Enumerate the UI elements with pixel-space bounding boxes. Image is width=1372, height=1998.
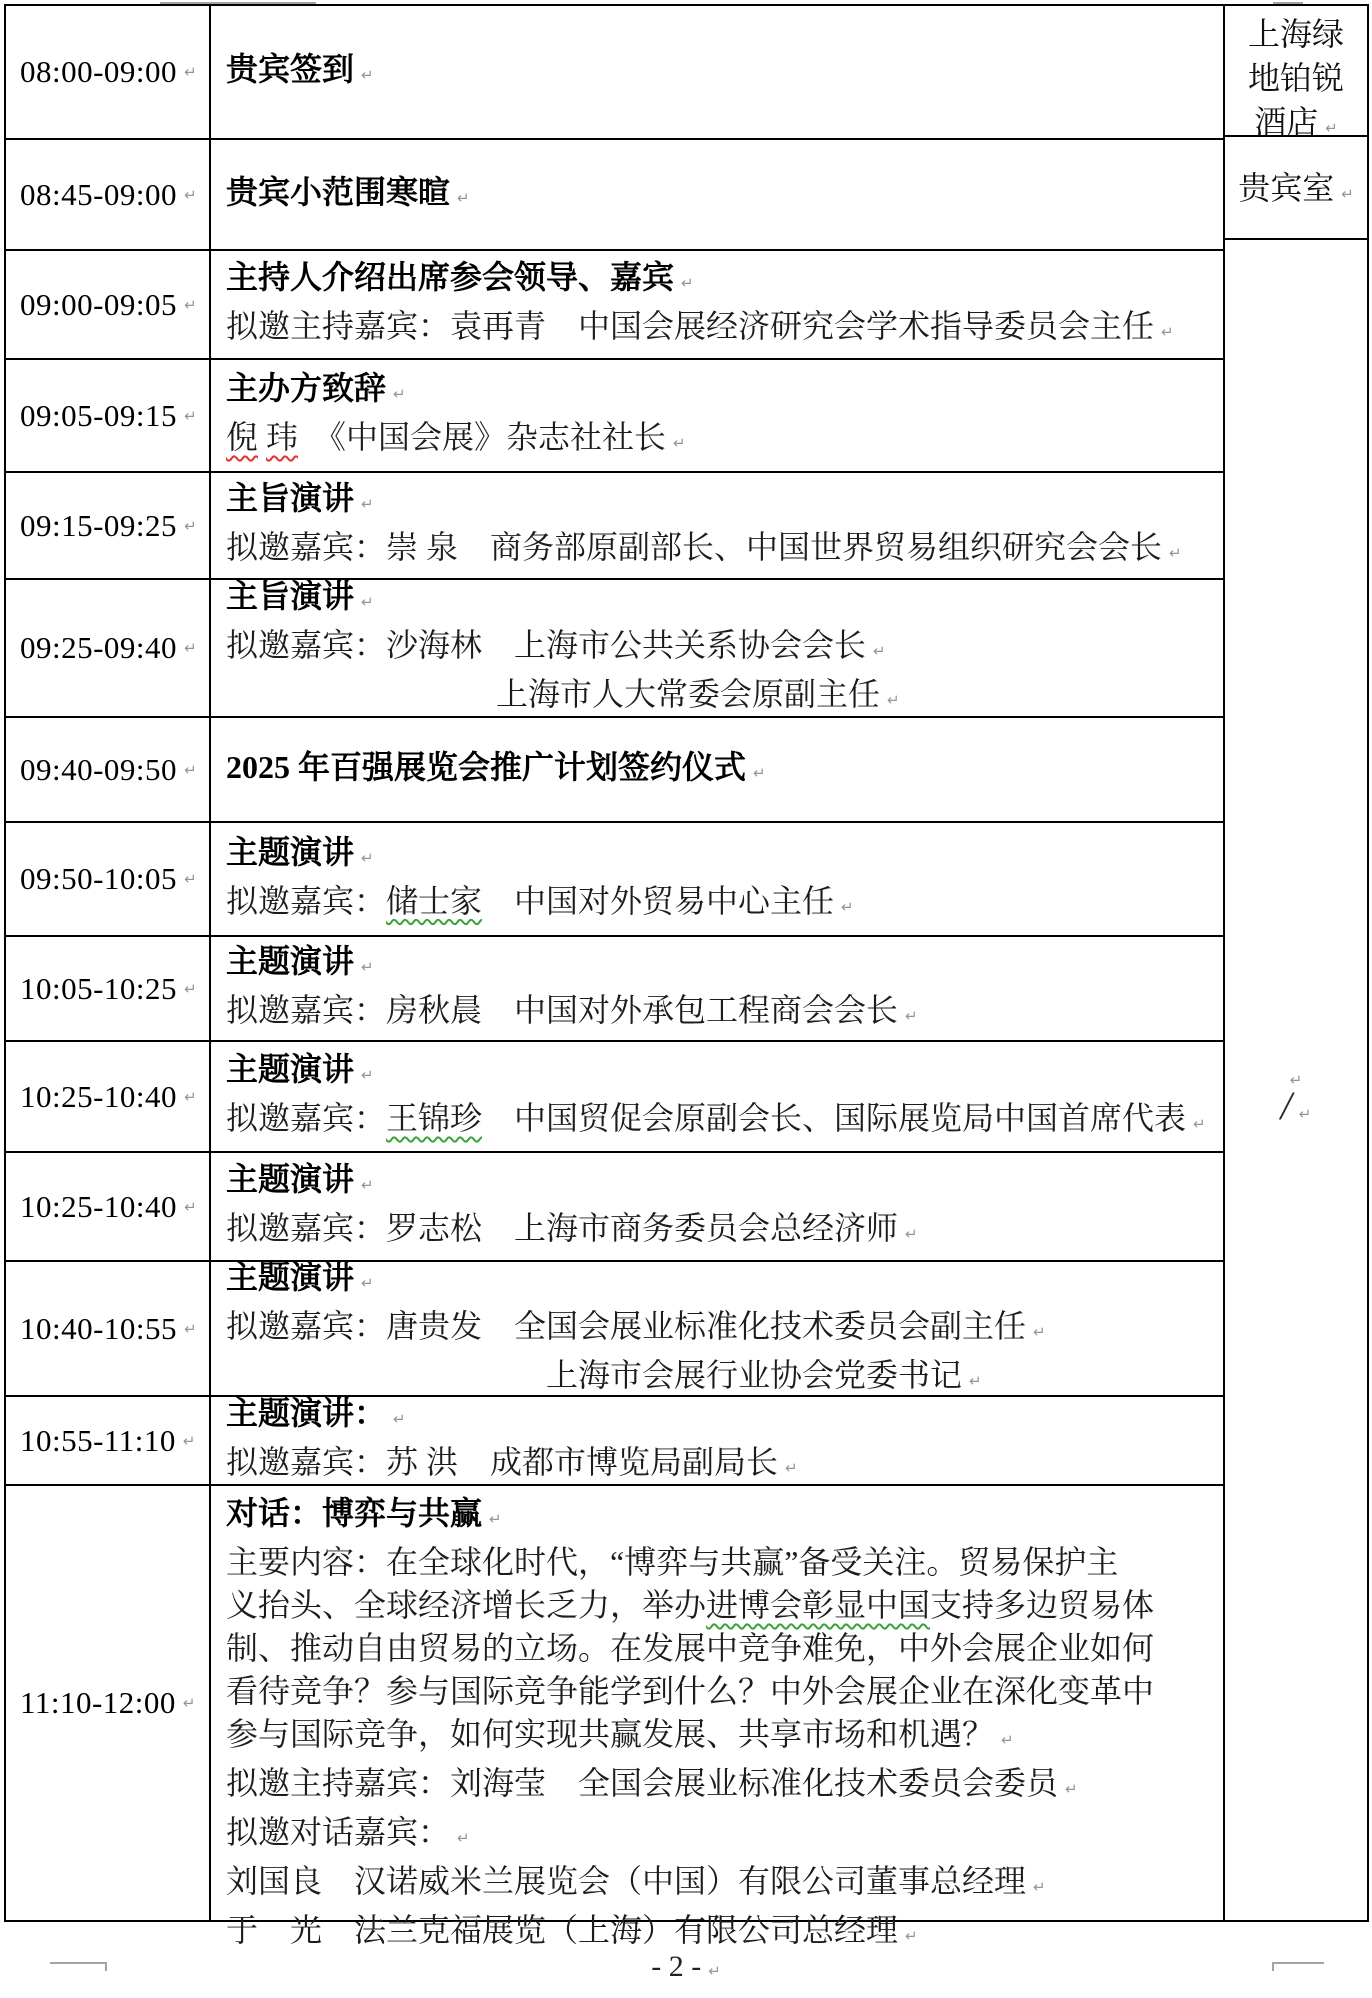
session-cell xyxy=(211,1153,1223,1260)
session-detail-line xyxy=(226,1097,1217,1146)
session-title-text: 主题演讲 xyxy=(226,943,355,979)
time-cell xyxy=(6,6,211,138)
schedule-grid xyxy=(6,6,1223,1948)
session-title-text: 贵宾签到 xyxy=(226,51,355,87)
session-detail-line xyxy=(226,1762,1217,1811)
time-cell xyxy=(6,937,211,1040)
detail-text: 参与国际竞争，如何实现共赢发展、共享市场和机遇？ xyxy=(226,1716,995,1752)
schedule-row xyxy=(6,1040,1223,1151)
detail-text: 拟邀嘉宾：苏 洪 成都市博览局副局长 xyxy=(226,1444,779,1480)
session-title-text: 主旨演讲 xyxy=(226,578,355,614)
session-detail-line xyxy=(226,880,1217,929)
session-title xyxy=(226,1255,1217,1305)
session-title-text: 主题演讲 xyxy=(226,833,355,870)
session-cell xyxy=(211,937,1223,1040)
session-cell xyxy=(211,473,1223,578)
session-title xyxy=(226,1047,1217,1097)
pilcrow-mark: ↵ xyxy=(1341,185,1354,203)
pilcrow-mark: ↵ xyxy=(708,1962,721,1980)
pilcrow-mark: ↵ xyxy=(361,1176,374,1194)
detail-text: 拟邀嘉宾：沙海林 上海市公共关系协会会长 xyxy=(226,627,867,663)
session-title xyxy=(226,476,1217,526)
session-detail-line xyxy=(226,1670,1217,1713)
time-cell xyxy=(6,140,211,249)
time-range: 10:55-11:10 xyxy=(20,1422,176,1458)
time-range: 10:05-10:25 xyxy=(20,970,178,1006)
detail-text: 主要内容：在全球化时代，“博弈与共赢”备受关注。贸易保护主 xyxy=(226,1544,1119,1580)
session-cell xyxy=(211,6,1223,138)
location-cell-hotel xyxy=(1225,12,1367,150)
session-cell xyxy=(211,1486,1223,1948)
session-title-text: 主旨演讲 xyxy=(226,480,355,516)
time-range: 08:00-09:00 xyxy=(20,54,178,89)
time-range: 09:50-10:05 xyxy=(20,861,178,896)
schedule-row xyxy=(6,6,1223,138)
pilcrow-mark: ↵ xyxy=(182,1694,196,1712)
detail-text: 上海市会展行业协会党委书记 xyxy=(546,1356,963,1393)
pilcrow-mark: ↵ xyxy=(361,848,374,867)
session-detail-line xyxy=(226,416,1217,465)
session-cell xyxy=(211,1397,1223,1484)
pilcrow-mark: ↵ xyxy=(184,516,198,535)
session-title xyxy=(226,1157,1217,1207)
location-merged-cell-slash xyxy=(1225,1084,1367,1136)
session-title xyxy=(226,830,1217,880)
pilcrow-mark: ↵ xyxy=(184,1319,198,1338)
session-cell xyxy=(211,580,1223,716)
location-line xyxy=(1225,12,1367,56)
location-line-text: 地铂锐 xyxy=(1247,60,1344,96)
page-number: - 2 - xyxy=(651,1950,702,1983)
session-title-text: 主办方致辞 xyxy=(226,370,387,406)
location-line-text: 酒店 xyxy=(1254,104,1319,140)
slash-mark: / xyxy=(1280,1083,1292,1128)
time-range: 08:45-09:00 xyxy=(20,176,178,212)
time-cell xyxy=(6,473,211,578)
pilcrow-mark: ↵ xyxy=(393,1410,406,1428)
schedule-row xyxy=(6,358,1223,471)
time-cell xyxy=(6,718,211,821)
session-title xyxy=(226,47,1217,97)
session-cell xyxy=(211,823,1223,935)
pilcrow-mark: ↵ xyxy=(753,763,766,782)
detail-text: 中国贸促会原副会长、国际展览局中国首席代表 xyxy=(482,1100,1187,1136)
pilcrow-mark: ↵ xyxy=(184,295,198,314)
pilcrow-mark: ↵ xyxy=(457,188,470,207)
session-title-text: 贵宾小范围寒暄 xyxy=(226,173,451,210)
session-title xyxy=(226,939,1217,989)
detail-text: 上海市人大常委会原副主任 xyxy=(496,676,881,712)
session-detail-line xyxy=(226,673,1217,722)
agenda-table xyxy=(4,4,1369,1948)
detail-text: 拟邀主持嘉宾：刘海莹 全国会展业标准化技术委员会委员 xyxy=(226,1765,1059,1801)
pilcrow-mark: ↵ xyxy=(361,66,374,84)
time-cell xyxy=(6,823,211,935)
session-title-text: 2025 年百强展览会推广计划签约仪式 xyxy=(226,748,747,785)
spellcheck-underlined-text: 玮 xyxy=(266,419,299,455)
detail-text: 于 光 法兰克福展览（上海）有限公司总经理 xyxy=(226,1912,899,1948)
pilcrow-mark: ↵ xyxy=(361,1273,374,1292)
pilcrow-mark: ↵ xyxy=(1298,1105,1312,1123)
time-range: 10:25-10:40 xyxy=(20,1188,178,1224)
spellcheck-underlined-text: 王锦珍 xyxy=(386,1100,483,1136)
session-title xyxy=(226,745,1217,795)
schedule-row xyxy=(6,471,1223,578)
detail-text: 制、推动自由贸易的立场。在发展中竞争难免，中外会展企业如何 xyxy=(226,1630,1155,1666)
pilcrow-mark: ↵ xyxy=(969,1371,982,1390)
session-detail-line xyxy=(226,1441,1217,1490)
time-range: 09:15-09:25 xyxy=(20,507,178,543)
pilcrow-mark: ↵ xyxy=(1161,323,1174,341)
session-title-text: 主题演讲： xyxy=(226,1395,387,1431)
pilcrow-mark: ↵ xyxy=(673,434,686,452)
page-footer xyxy=(0,1950,1372,1984)
schedule-row xyxy=(6,821,1223,935)
detail-text: 拟邀嘉宾：房秋晨 中国对外承包工程商会会长 xyxy=(226,992,899,1028)
session-cell xyxy=(211,1258,1223,1395)
pilcrow-mark: ↵ xyxy=(361,958,374,976)
session-title-text: 主题演讲 xyxy=(226,1051,355,1087)
pilcrow-mark: ↵ xyxy=(184,760,198,779)
time-cell xyxy=(6,1042,211,1151)
pilcrow-mark: ↵ xyxy=(1001,1731,1014,1749)
session-detail-line xyxy=(226,624,1217,673)
schedule-row xyxy=(6,249,1223,358)
pilcrow-mark: ↵ xyxy=(184,639,198,657)
pilcrow-mark: ↵ xyxy=(1033,1878,1046,1896)
pilcrow-mark: ↵ xyxy=(393,385,406,403)
pilcrow-mark: ↵ xyxy=(184,870,198,888)
session-detail-line xyxy=(226,1541,1217,1584)
time-cell xyxy=(6,1262,211,1395)
schedule-row xyxy=(6,138,1223,249)
pilcrow-mark: ↵ xyxy=(361,495,374,513)
schedule-row xyxy=(6,1484,1223,1948)
detail-text: 义抬头、全球经济增长乏力，举办 xyxy=(226,1587,707,1623)
pilcrow-mark: ↵ xyxy=(184,406,198,425)
pilcrow-mark: ↵ xyxy=(182,1431,196,1450)
schedule-row xyxy=(6,1151,1223,1260)
pilcrow-mark: ↵ xyxy=(1169,544,1182,562)
session-title-text: 主题演讲 xyxy=(226,1161,355,1197)
session-detail-line xyxy=(226,305,1217,354)
detail-text: 拟邀主持嘉宾：袁再青 中国会展经济研究会学术指导委员会主任 xyxy=(226,308,1155,344)
detail-text: 拟邀对话嘉宾： xyxy=(226,1814,451,1850)
detail-text: 看待竞争？参与国际竞争能学到什么？中外会展企业在深化变革中 xyxy=(226,1673,1155,1709)
pilcrow-mark: ↵ xyxy=(184,979,198,998)
session-detail-line xyxy=(226,1811,1217,1860)
schedule-row xyxy=(6,578,1223,716)
location-line xyxy=(1225,100,1367,150)
location-line-text: 上海绿 xyxy=(1247,16,1344,52)
location-line xyxy=(1225,56,1367,100)
detail-text: 《中国会展》杂志社社长 xyxy=(298,419,667,455)
pilcrow-mark: ↵ xyxy=(887,691,900,709)
time-cell xyxy=(6,580,211,716)
pilcrow-mark: ↵ xyxy=(184,185,198,204)
detail-text: 拟邀嘉宾：罗志松 上海市商务委员会总经济师 xyxy=(226,1210,899,1246)
pilcrow-mark: ↵ xyxy=(184,1087,198,1106)
session-detail-line xyxy=(226,1860,1217,1909)
pilcrow-mark: ↵ xyxy=(457,1829,470,1847)
time-cell xyxy=(6,251,211,358)
pilcrow-mark: ↵ xyxy=(1325,119,1338,137)
session-cell xyxy=(211,360,1223,471)
schedule-row xyxy=(6,1260,1223,1395)
location-line-text: 贵宾室 xyxy=(1238,170,1335,206)
session-detail-line xyxy=(226,989,1217,1038)
session-cell xyxy=(211,251,1223,358)
pilcrow-mark: ↵ xyxy=(1289,1071,1303,1089)
pilcrow-mark: ↵ xyxy=(905,1007,918,1025)
spellcheck-underlined-text: 进博会彰显中国 xyxy=(706,1587,931,1623)
session-detail-line xyxy=(226,526,1217,575)
session-detail-line xyxy=(226,1627,1217,1670)
time-cell xyxy=(6,1397,211,1484)
pilcrow-mark: ↵ xyxy=(361,593,374,611)
session-title xyxy=(226,255,1217,305)
schedule-row xyxy=(6,1395,1223,1484)
detail-text xyxy=(258,419,266,455)
detail-text: 支持多边贸易体 xyxy=(930,1587,1155,1623)
session-cell xyxy=(211,140,1223,249)
pilcrow-mark: ↵ xyxy=(361,1066,374,1084)
session-detail-line xyxy=(226,1713,1217,1762)
session-title-text: 对话：博弈与共赢 xyxy=(226,1495,483,1531)
session-title xyxy=(226,1491,1217,1541)
session-title-text: 主题演讲 xyxy=(226,1258,355,1295)
detail-text: 刘国良 汉诺威米兰展览会（中国）有限公司董事总经理 xyxy=(226,1863,1027,1899)
session-title xyxy=(226,170,1217,220)
detail-text: 中国对外贸易中心主任 xyxy=(482,882,835,919)
session-cell xyxy=(211,718,1223,821)
schedule-row xyxy=(6,935,1223,1040)
location-row-divider-2 xyxy=(1225,238,1367,240)
spellcheck-underlined-text: 倪 xyxy=(226,419,259,455)
pilcrow-mark: ↵ xyxy=(905,1225,918,1243)
time-cell xyxy=(6,360,211,471)
pilcrow-mark: ↵ xyxy=(1033,1322,1046,1341)
time-range: 09:40-09:50 xyxy=(20,751,178,787)
session-title xyxy=(226,366,1217,416)
time-cell xyxy=(6,1153,211,1260)
pilcrow-mark: ↵ xyxy=(489,1510,502,1528)
time-range: 10:25-10:40 xyxy=(20,1078,178,1114)
spellcheck-underlined-text: 储士家 xyxy=(386,882,483,919)
session-detail-line xyxy=(226,1207,1217,1256)
location-column xyxy=(1223,6,1367,1920)
time-cell xyxy=(6,1486,211,1920)
detail-text: 拟邀嘉宾：唐贵发 全国会展业标准化技术委员会副主任 xyxy=(226,1307,1027,1344)
detail-text: 拟邀嘉宾： xyxy=(226,882,387,919)
detail-text: 拟邀嘉宾：崇 泉 商务部原副部长、中国世界贸易组织研究会会长 xyxy=(226,529,1163,565)
time-range: 09:00-09:05 xyxy=(20,286,178,322)
pilcrow-mark: ↵ xyxy=(184,1197,198,1216)
pilcrow-mark: ↵ xyxy=(873,642,886,660)
time-range: 09:25-09:40 xyxy=(20,630,178,665)
session-detail-line xyxy=(226,1584,1217,1627)
schedule-row xyxy=(6,716,1223,821)
session-detail-line xyxy=(226,1305,1217,1354)
session-cell xyxy=(211,1042,1223,1151)
pilcrow-mark: ↵ xyxy=(841,897,854,916)
session-title-text: 主持人介绍出席参会领导、嘉宾 xyxy=(226,259,675,295)
time-range: 09:05-09:15 xyxy=(20,397,178,433)
time-range: 11:10-12:00 xyxy=(20,1685,176,1720)
session-title xyxy=(226,1391,1217,1441)
detail-text: 拟邀嘉宾： xyxy=(226,1100,387,1136)
pilcrow-mark: ↵ xyxy=(681,274,694,292)
pilcrow-mark: ↵ xyxy=(1193,1115,1206,1133)
pilcrow-mark: ↵ xyxy=(184,63,198,81)
session-title xyxy=(226,574,1217,624)
pilcrow-mark: ↵ xyxy=(1065,1780,1078,1798)
time-range: 10:40-10:55 xyxy=(20,1310,178,1346)
location-cell-vip-room xyxy=(1225,166,1367,216)
pilcrow-mark: ↵ xyxy=(785,1459,798,1477)
pilcrow-mark: ↵ xyxy=(905,1927,918,1945)
